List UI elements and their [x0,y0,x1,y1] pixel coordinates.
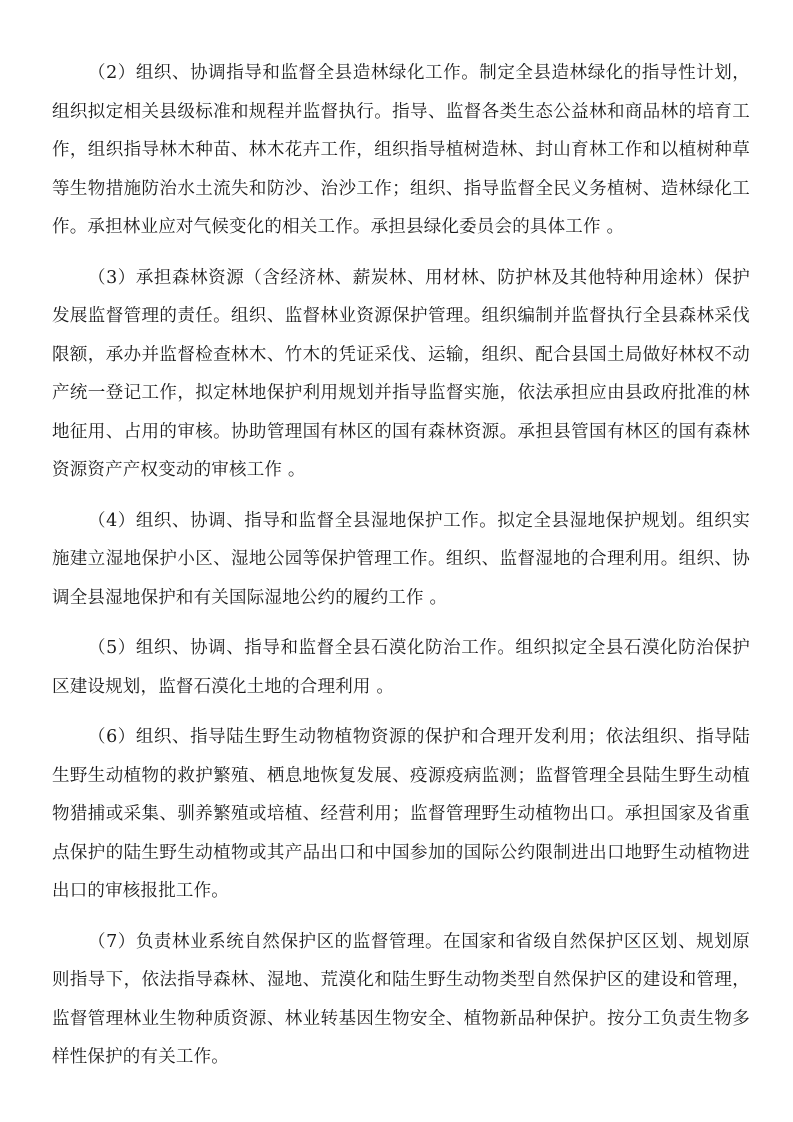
paragraph-7: （7）负责林业系统自然保护区的监督管理。在国家和省级自然保护区区划、规划原则指导下，依法指导森林、湿地、荒漠化和陆生野生动物类型自然保护区的建设和管理，监督管理林业生物种质资源、林业转基因生物安全、植物新品种保护。按分工负责生物多样性保护的有关工作。 [52,931,750,1067]
paragraph-3: （3）承担森林资源（含经济林、薪炭林、用材林、防护林及其他特种用途林）保护发展监督管理的责任。组织、监督林业资源保护管理。组织编制并监督执行全县森林采伐限额，承办并监督检查林木、竹木的凭证采伐、运输，组织、配合县国土局做好林权不动产统一登记工作，拟定林地保护利用规划并指导监督实施，依法承担应由县政府批准的林地征用、占用的审核。协助管理国有林区的国有森林资源。承担县管国有林区的国有森林资源资产产权变动的审核工作 。 [52,267,750,480]
document-body [52,54,750,1089]
paragraph-5: （5）组织、协调、指导和监督全县石漠化防治工作。组织拟定全县石漠化防治保护区建设规划，监督石漠化土地的合理利用 。 [52,638,750,697]
paragraph-2: （2）组织、协调指导和监督全县造林绿化工作。制定全县造林绿化的指导性计划，组织拟定相关县级标准和规程并监督执行。指导、监督各类生态公益林和商品林的培育工作，组织指导林木种苗、林木花卉工作，组织指导植树造林、封山育林工作和以植树种草等生物措施防治水土流失和防沙、治沙工作；组织、指导监督全民义务植树、造林绿化工作。承担林业应对气候变化的相关工作。承担县绿化委员会的具体工作 。 [52,63,750,237]
paragraph-6: （6）组织、指导陆生野生动物植物资源的保护和合理开发利用；依法组织、指导陆生野生动植物的救护繁殖、栖息地恢复发展、疫源疫病监测；监督管理全县陆生野生动植物猎捕或采集、驯养繁殖或培植、经营利用；监督管理野生动植物出口。承担国家及省重点保护的陆生野生动植物或其产品出口和中国参加的国际公约限制进出口地野生动植物进出口的审核报批工作。 [52,727,750,901]
paragraph-4: （4）组织、协调、指导和监督全县湿地保护工作。拟定全县湿地保护规划。组织实施建立湿地保护小区、湿地公园等保护管理工作。组织、监督湿地的合理利用。组织、协调全县湿地保护和有关国际湿地公约的履约工作 。 [52,510,750,608]
